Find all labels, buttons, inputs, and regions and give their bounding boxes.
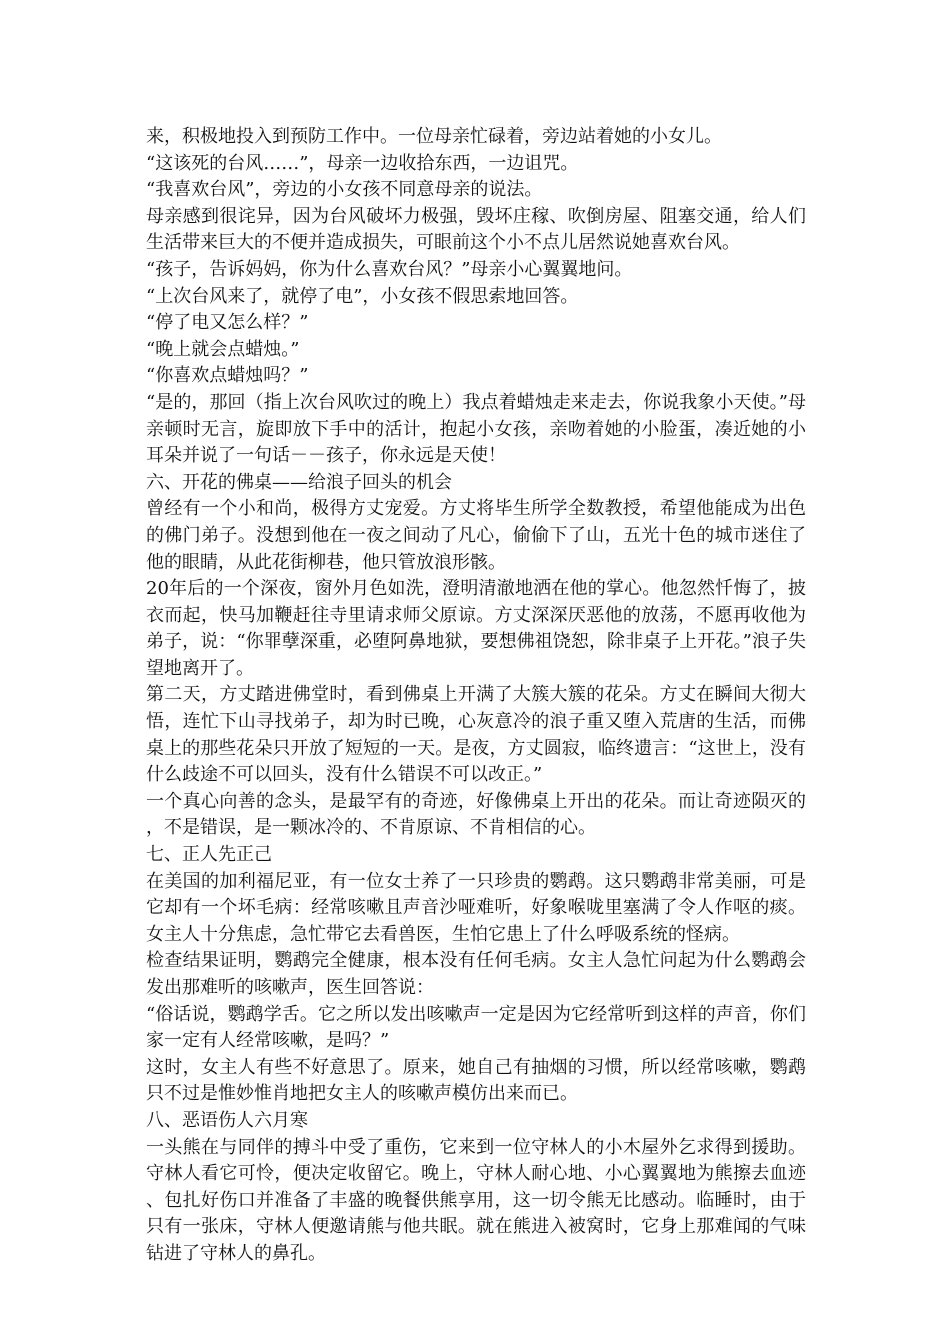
paragraph: 第二天，方丈踏进佛堂时，看到佛桌上开满了大簇大簇的花朵。方丈在瞬间大彻大悟，连忙下山寻找弟子，却为时已晚，心灰意冷的浪子重又堕入荒唐的生活，而佛桌上的那些花朵只开放了短短的一天。是夜，方丈圆寂，临终遗言：“这世上，没有什么歧途不可以回头，没有什么错误不可以改正。” <box>146 684 806 786</box>
paragraph: “这该死的台风……”，母亲一边收拾东西，一边诅咒。 <box>146 152 579 174</box>
paragraph: 20年后的一个深夜，窗外月色如洗，澄明清澈地洒在他的掌心。他忽然忏悔了，披衣而起，快马加鞭赶往寺里请求师父原谅。方丈深深厌恶他的放荡，不愿再收他为弟子，说：“你罪孽深重，必堕阿鼻地狱，要想佛祖饶恕，除非桌子上开花。”浪子失望地离开了。 <box>146 578 806 679</box>
section-heading: 六、开花的佛桌——给浪子回头的机会 <box>146 471 452 493</box>
paragraph: 曾经有一个小和尚，极得方丈宠爱。方丈将毕生所学全数教授，希望他能成为出色的佛门弟子。没想到他在一夜之间动了凡心，偷偷下了山，五光十色的城市迷住了他的眼睛，从此花街柳巷，他只管放浪形骸。 <box>146 498 806 573</box>
paragraph: 这时，女主人有些不好意思了。原来，她自己有抽烟的习惯，所以经常咳嗽，鹦鹉只不过是惟妙惟肖地把女主人的咳嗽声模仿出来而已。 <box>146 1056 806 1105</box>
paragraph: “我喜欢台风”，旁边的小女孩不同意母亲的说法。 <box>146 179 543 201</box>
section-heading: 七、正人先正己 <box>146 844 272 866</box>
paragraph: “俗话说，鹦鹉学舌。它之所以发出咳嗽声一定是因为它经常听到这样的声音，你们家一定有人经常咳嗽，是吗？” <box>146 1003 806 1052</box>
document-page <box>146 124 806 1268</box>
paragraph: “孩子，告诉妈妈，你为什么喜欢台风？”母亲小心翼翼地问。 <box>146 258 633 280</box>
paragraph: 检查结果证明，鹦鹉完全健康，根本没有任何毛病。女主人急忙问起为什么鹦鹉会发出那难听的咳嗽声，医生回答说： <box>146 950 806 998</box>
paragraph: “你喜欢点蜡烛吗？” <box>146 365 309 387</box>
paragraph: “停了电又怎么样？” <box>146 312 309 334</box>
paragraph: “上次台风来了，就停了电”，小女孩不假思索地回答。 <box>146 285 579 307</box>
paragraph: 在美国的加利福尼亚，有一位女士养了一只珍贵的鹦鹉。这只鹦鹉非常美丽，可是它却有一个坏毛病：经常咳嗽且声音沙哑难听，好象喉咙里塞满了令人作呕的痰。女主人十分焦虑，急忙带它去看兽医，生怕它患上了什么呼吸系统的怪病。 <box>146 870 806 945</box>
paragraph: 来，积极地投入到预防工作中。一位母亲忙碌着，旁边站着她的小女儿。 <box>146 126 722 147</box>
paragraph: 一头熊在与同伴的搏斗中受了重伤，它来到一位守林人的小木屋外乞求得到援助。守林人看它可怜，便决定收留它。晚上，守林人耐心地、小心翼翼地为熊擦去血迹、包扎好伤口并准备了丰盛的晚餐供熊享用，这一切令熊无比感动。临睡时，由于只有一张床，守林人便邀请熊与他共眠。就在熊进入被窝时，它身上那难闻的气味钻进了守林人的鼻孔。 <box>146 1136 806 1264</box>
paragraph: “是的，那回（指上次台风吹过的晚上）我点着蜡烛走来走去，你说我象小天使。”母亲顿时无言，旋即放下手中的活计，抱起小女孩，亲吻着她的小脸蛋，凑近她的小耳朵并说了一句话－－孩子，你永远是天使！ <box>146 391 806 467</box>
paragraph: 一个真心向善的念头，是最罕有的奇迹，好像佛桌上开出的花朵。而让奇迹陨灭的，不是错误，是一颗冰冷的、不肯原谅、不肯相信的心。 <box>146 790 806 839</box>
paragraph: “晚上就会点蜡烛。” <box>146 338 300 360</box>
paragraph: 母亲感到很诧异，因为台风破坏力极强，毁坏庄稼、吹倒房屋、阻塞交通，给人们生活带来巨大的不便并造成损失，可眼前这个小不点儿居然说她喜欢台风。 <box>146 205 806 254</box>
section-heading: 八、恶语伤人六月寒 <box>146 1109 308 1131</box>
